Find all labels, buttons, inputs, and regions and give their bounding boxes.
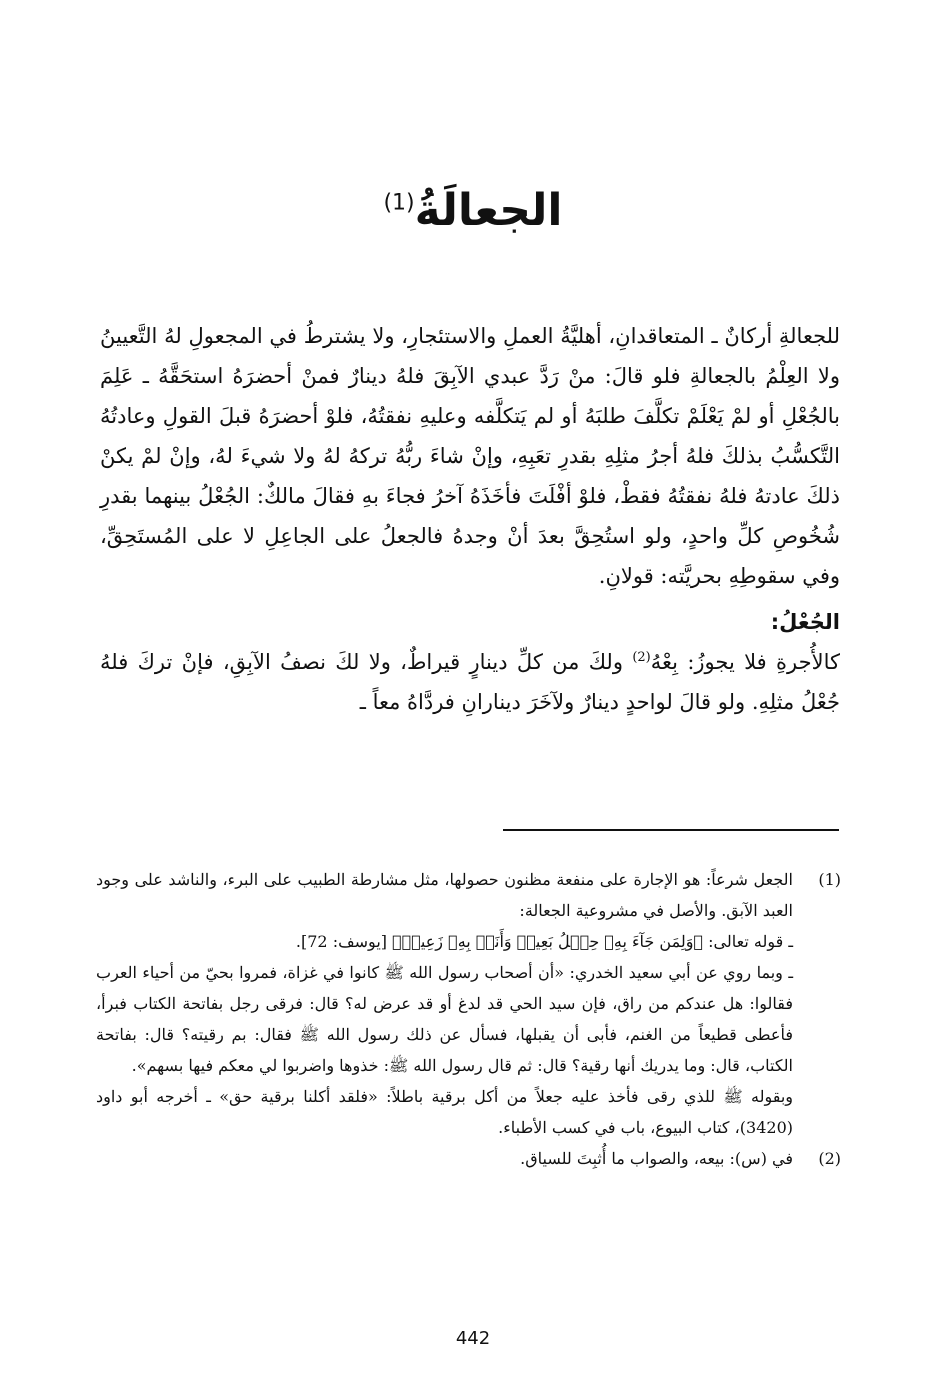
chapter-title-footnote-ref: (1): [383, 190, 415, 216]
footnote-number: (2): [818, 1149, 841, 1168]
paragraph-1: للجعالةِ أركانٌ ـ المتعاقدانِ، أهليَّةُ العملِ والاستئجارِ، ولا يشترطُ في المجعولِ لهُ التَّعيينُ ولا العِلْمُ بالجعالةِ فلو قالَ: منْ رَدَّ عبدي الآبِقَ فلهُ دينارٌ فمنْ أحضرَهُ استحَقَّهُ ـ عَلِمَ بالجُعْلِ أو لمْ يَعْلَمْ تكلَّفَ طلبَهُ أو لم يَتكلَّفه وعليهِ نفقتُهُ، فلوْ أحضرَهُ قبلَ القولِ وعادتُهُ التَّكسُّبُ بذلكَ فلهُ أجرُ مثلِهِ بقدرِ تعَبِهِ، وإنْ شاءَ ربُّهُ تركهُ لهُ ولا شيءَ لهُ، وإنْ لمْ يكنْ ذلكَ عادتهُ فلهُ نفقتُهُ فقطْ، فلوْ أفْلَتَ فأخَذَهُ آخرُ فجاءَ بهِ فقالَ مالكٌ: الجُعْلُ بينهما بقدرِ شُخُوصِ كلِّ واحدٍ، ولو استُحِقَّ بعدَ أنْ وجدهُ فالجعلُ على الجاعِلِ لا على المُستَحِقِّ، وفي سقوطِهِ بحريَّته: قولانِ.: [100, 324, 840, 588]
footnote-number: (1): [818, 870, 841, 889]
paragraph-2-end: ولكَ من كلِّ دينارٍ قيراطٌ، ولا لكَ نصفُ الآبِقِ، فإنْ تركَ فلهُ جُعْلُ مثلِهِ. ولو قالَ لواحدٍ دينارٌ ولآخَرَ دينارانِ فردَّاهُ معاً ـ: [100, 650, 840, 714]
footnote-line: وبقوله ﷺ للذي رقى فأخذ عليه جعلاً من أكل برقية باطلاً: «فلقد أكلنا برقية حق» ـ أخرجه أبو داود (3420)، كتاب البيوع، باب في كسب الأطباء.: [96, 1087, 793, 1137]
main-text: [100, 316, 840, 722]
footnotes: [96, 864, 841, 1174]
page-number: 442: [455, 1328, 491, 1349]
footnote-ref-2: (2): [632, 650, 651, 665]
footnote-separator: [503, 829, 839, 831]
footnote-line: في (س): بيعه، والصواب ما أُثبِتَ للسياق.: [520, 1149, 793, 1168]
footnote-2: [96, 1143, 841, 1174]
paragraph-2: [100, 642, 840, 722]
footnote-body: [96, 864, 793, 1143]
chapter-title: [0, 185, 946, 236]
footnote-line: ـ وبما روي عن أبي سعيد الخدري: «أن أصحاب رسول الله ﷺ كانوا في غزاة، فمروا بحيّ من أحياء العرب فقالوا: هل عندكم من راق، فإن سيد الحي قد لدغ أو قد عرض له؟ قال: فرقى رجل بفاتحة الكتاب فبرأ، فأعطى قطيعاً من الغنم، فأبى أن يقبلها، فسأل عن ذلك رسول الله ﷺ فقال: بم رقيته؟ قال: بفاتحة الكتاب، قال: وما يدريك أنها رقية؟ قال: ثم قال رسول الله ﷺ: خذوها واضربوا لي معكم فيها بسهم».: [96, 963, 794, 1075]
footnote-1: [96, 864, 841, 1143]
footnote-line: الجعل شرعاً: هو الإجارة على منفعة مظنون حصولها، مثل مشارطة الطبيب على البرء، والناشد على وجود العبد الآبق. والأصل في مشروعية الجعالة:: [96, 870, 793, 920]
footnote-body: [96, 1143, 793, 1174]
chapter-title-text: الجعالَةُ: [414, 185, 563, 236]
footnote-line: ـ قوله تعالى: ﴿وَلِمَن جَآءَ بِهِۦ حِمۡلُ بَعِيرٖ وَأَنَا۠ بِهِۦ زَعِيمٞ﴾ [يوسف: 72].: [295, 932, 793, 951]
section-heading: الجُعْلُ:: [770, 610, 840, 634]
paragraph-2-start: كالأُجرةِ فلا يجوزُ: بِعْهُ: [650, 650, 840, 674]
